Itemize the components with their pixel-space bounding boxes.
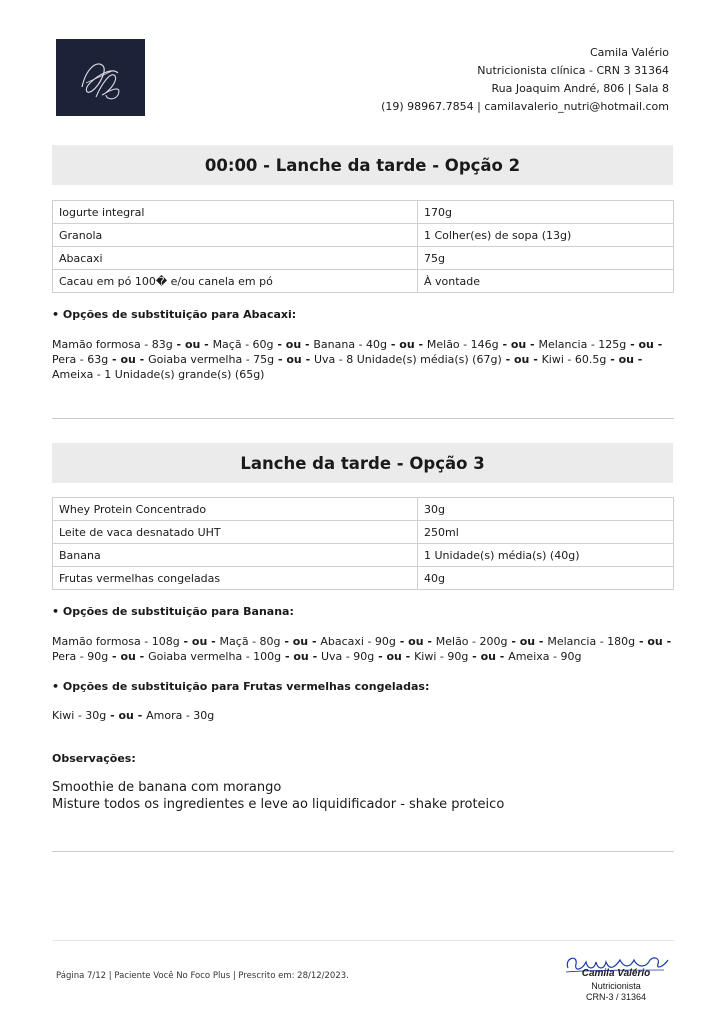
meal-title: 00:00 - Lanche da tarde - Opção 2 — [52, 145, 673, 185]
substitution-list — [52, 337, 674, 382]
substitution-option: Goiaba vermelha - 75g — [148, 353, 275, 366]
option-separator: - ou - — [498, 338, 539, 351]
option-separator: - ou - — [606, 353, 643, 366]
meal-title: Lanche da tarde - Opção 3 — [52, 443, 673, 483]
option-separator: - ou - — [280, 635, 321, 648]
professional-address: Rua Joaquim André, 806 | Sala 8 — [491, 82, 669, 95]
substitution-heading: • Opções de substituição para Abacaxi: — [52, 308, 297, 321]
section-divider — [52, 851, 674, 852]
option-separator: - ou - — [468, 650, 509, 663]
substitution-option: Kiwi - 60.5g — [541, 353, 607, 366]
substitution-option: Ameixa - 90g — [508, 650, 582, 663]
option-separator: - ou - — [274, 353, 314, 366]
table-row — [53, 224, 674, 247]
substitution-option: Amora - 30g — [146, 709, 215, 722]
substitution-option: Melão - 146g — [426, 338, 499, 351]
substitution-option: Melancia - 125g — [538, 338, 627, 351]
option-separator: - ou - — [281, 650, 321, 663]
meal-table — [52, 497, 674, 590]
professional-role: Nutricionista clínica - CRN 3 31364 — [477, 64, 669, 77]
footer-divider — [52, 940, 674, 941]
observations-title: Observações: — [52, 752, 136, 765]
substitution-option: Uva - 8 Unidade(s) média(s) (67g) — [313, 353, 502, 366]
food-quantity: 75g — [418, 247, 674, 270]
substitution-heading: • Opções de substituição para Frutas vermelhas congeladas: — [52, 680, 430, 693]
food-name: Abacaxi — [53, 247, 418, 270]
table-row — [53, 567, 674, 590]
meal-table — [52, 200, 674, 293]
table-row — [53, 544, 674, 567]
substitution-option: Mamão formosa - 108g — [52, 635, 180, 648]
table-row — [53, 270, 674, 293]
substitution-option: Mamão formosa - 83g — [52, 338, 173, 351]
substitution-heading: • Opções de substituição para Banana: — [52, 605, 294, 618]
option-separator: - ou - — [626, 338, 663, 351]
substitution-option: Kiwi - 30g — [52, 709, 107, 722]
logo-monogram-icon — [56, 39, 145, 116]
option-separator: - ou - — [395, 635, 436, 648]
food-name: Leite de vaca desnatado UHT — [53, 521, 418, 544]
substitution-option: Melão - 200g — [435, 635, 508, 648]
food-name: Whey Protein Concentrado — [53, 498, 418, 521]
substitution-list — [52, 634, 674, 664]
food-quantity: 170g — [418, 201, 674, 224]
substitution-option: Banana - 40g — [313, 338, 388, 351]
signature-name: Camila Valério — [581, 968, 651, 979]
substitution-option: Pera - 90g — [52, 650, 109, 663]
signature-title: Nutricionista — [591, 981, 641, 991]
professional-contact: (19) 98967.7854 | camilavalerio_nutri@hotmail.com — [381, 100, 669, 113]
substitution-list — [52, 708, 674, 723]
table-row — [53, 201, 674, 224]
option-separator: - ou - — [635, 635, 672, 648]
substitution-option: Melancia - 180g — [547, 635, 636, 648]
option-separator: - ou - — [179, 635, 220, 648]
substitution-option: Uva - 90g — [320, 650, 375, 663]
food-quantity: 1 Unidade(s) média(s) (40g) — [418, 544, 674, 567]
professional-info — [381, 44, 669, 116]
food-quantity: 30g — [418, 498, 674, 521]
food-quantity: À vontade — [418, 270, 674, 293]
substitution-option: Goiaba vermelha - 100g — [148, 650, 282, 663]
option-separator: - ou - — [108, 353, 149, 366]
option-separator: - ou - — [172, 338, 213, 351]
observation-line: Misture todos os ingredientes e leve ao liquidificador - shake proteico — [52, 797, 505, 812]
substitution-option: Abacaxi - 90g — [320, 635, 396, 648]
option-separator: - ou - — [387, 338, 427, 351]
logo — [56, 39, 145, 116]
food-quantity: 250ml — [418, 521, 674, 544]
option-separator: - ou - — [374, 650, 415, 663]
food-quantity: 40g — [418, 567, 674, 590]
food-name: Frutas vermelhas congeladas — [53, 567, 418, 590]
food-name: Banana — [53, 544, 418, 567]
section-divider — [52, 418, 674, 419]
table-row — [53, 247, 674, 270]
food-name: Granola — [53, 224, 418, 247]
signature-crn: CRN-3 / 31364 — [585, 992, 647, 1002]
substitution-option: Ameixa - 1 Unidade(s) grande(s) (65g) — [52, 368, 265, 381]
food-name: Cacau em pó 100� e/ou canela em pó — [53, 270, 418, 293]
food-quantity: 1 Colher(es) de sopa (13g) — [418, 224, 674, 247]
professional-name: Camila Valério — [589, 46, 669, 59]
table-row — [53, 498, 674, 521]
page-footer: Página 7/12 | Paciente Você No Foco Plus | Prescrito em: 28/12/2023. — [56, 971, 349, 981]
option-separator: - ou - — [507, 635, 548, 648]
substitution-option: Maçã - 60g — [212, 338, 274, 351]
table-row — [53, 521, 674, 544]
option-separator: - ou - — [273, 338, 314, 351]
option-separator: - ou - — [106, 709, 147, 722]
substitution-option: Pera - 63g — [52, 353, 109, 366]
substitution-option: Kiwi - 90g — [414, 650, 469, 663]
observation-line: Smoothie de banana com morango — [52, 780, 282, 795]
substitution-option: Maçã - 80g — [219, 635, 281, 648]
option-separator: - ou - — [501, 353, 542, 366]
option-separator: - ou - — [108, 650, 149, 663]
food-name: Iogurte integral — [53, 201, 418, 224]
